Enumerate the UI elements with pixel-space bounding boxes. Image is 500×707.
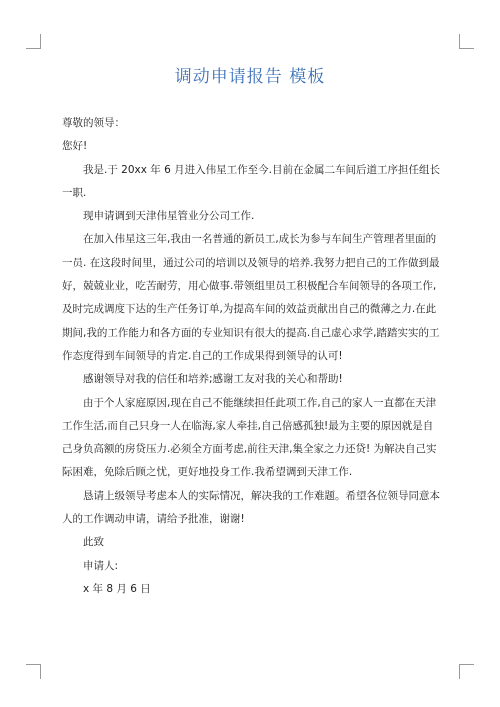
crop-mark-top-left — [26, 34, 41, 49]
applicant-label: 申请人: — [83, 559, 119, 572]
closing: 此致 — [83, 536, 104, 549]
paragraph-experience: 在加入伟星这三年,我由一名普通的新员工,成长为参与车间生产管理者里面的一员. 在这段时间里，通过公司的培训以及领导的培养.我努力把自己的工作做到最好，兢兢业业，吃苦耐劳，用心做事.带领组里员工积极配合车间领导的各项工作,及时完成调度下达的生产任务订单,为提高车间的效益贡献出自己的微薄之力.在此期间,我的工作能力和各方面的专业知识有很大的提高.自己虚心求学,踏踏实实的工作态度得到车间领导的肯定.自己的工作成果得到领导的认可! — [62, 233, 440, 362]
crop-mark-bottom-right — [459, 664, 474, 679]
paragraph-reason: 由于个人家庭原因,现在自己不能继续担任此项工作,自己的家人一直都在天津工作生活,而自己只身一人在临海,家人牵挂,自己倍感孤独!最为主要的原因就是自己身负高额的房贷压力.必须全方面考虑,前往天津,集全家之力还贷! 为解决自己实际困难，免除后顾之忧，更好地投身工作.我希望调到天津工作. — [62, 396, 437, 479]
crop-mark-bottom-left — [26, 664, 41, 679]
paragraph-appeal: 恳请上级领导考虑本人的实际情况，解决我的工作难题。希望各位领导同意本人的工作调动申请，请给予批准，谢谢! — [62, 489, 440, 526]
paragraph-thanks: 感谢领导对我的信任和培养;感谢工友对我的关心和帮助! — [83, 373, 343, 386]
greeting: 您好! — [62, 140, 88, 153]
document-body — [62, 112, 442, 601]
salutation: 尊敬的领导： — [62, 117, 125, 129]
paragraph-request: 现申请调到天津伟星管业分公司工作. — [83, 210, 255, 223]
document-title: 调动申请报告 模板 — [174, 67, 326, 87]
crop-mark-top-right — [459, 34, 474, 49]
date: x 年 8 月 6 日 — [83, 582, 151, 595]
paragraph-intro: 我是.于 20xx 年 6 月进入伟星工作至今.目前在金属二车间后道工序担任组长一职. — [62, 163, 440, 199]
